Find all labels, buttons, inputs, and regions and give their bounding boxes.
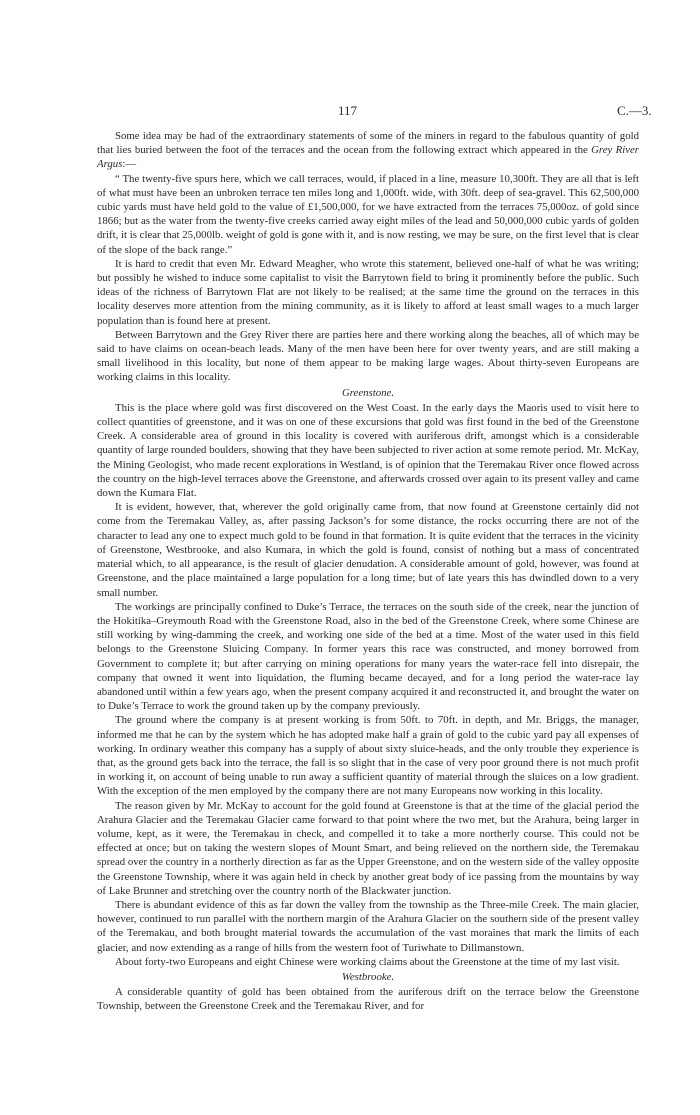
- quoted-extract: “ The twenty-five spurs here, which we call terraces, would, if placed in a line, measure 10,300ft. They are all that is left of what must have been an unbroken terrace ten miles long and 1,000ft. wide, with 30ft. deep of sea-gravel. This 62,500,000 cubic yards must have held gold to the value of £1,500,000, for we have extracted from the terraces 75,000oz. of gold since 1866; but as the water from the twenty-five creeks carried away eight miles of the lead and 50,000,000 cubic yards of golden drift, it is clear that 25,000lb. weight of gold is gone with it, and is now resting, we may be sure, on the first level that is clear of the slope of the back range.”: [97, 172, 639, 256]
- paragraph: A considerable quantity of gold has been obtained from the auriferous drift on the terrace below the Greenstone Township, between the Greenstone Creek and the Teremakau River, and for: [97, 986, 639, 1013]
- paragraph: There is abundant evidence of this as far down the valley from the township as the Three-mile Creek. The main glacier, however, continued to run parallel with the northern margin of the Arahura Glacier on the southern side of the present valley of the Teremakau, and both brought material towards the accumulation of the vast moraines that mark the limits of each glacier, and now extending as a range of hills from the western foot of Turiwhate to Dillmanstown.: [97, 898, 639, 954]
- body-text: [97, 129, 639, 1014]
- newspaper-title: Grey River Argus: [97, 144, 640, 171]
- document-reference: C.—3.: [617, 103, 652, 118]
- paragraph: The workings are principally confined to Duke’s Terrace, the terraces on the south side of the creek, near the junction of the Hokitika–Greymouth Road with the Greenstone Road, also in the bed of the Greenstone Creek, where some Chinese are still working by wing-damming the creek, and working one side of the bed at a time. Most of the water used in this field belongs to the Greenstone Sluicing Company. In former years this race was constructed, and money borrowed from Government to complete it; but after carrying on mining operations for many years the water-race fell into disrepair, the company that owned it went into liquidation, the fluming became decayed, and for a long period the water-race lay abandoned until within a few years ago, when the present company acquired it and reconstructed it, and brought the water on to Duke’s Terrace to work the ground taken up by the company previously.: [97, 600, 639, 713]
- intro-paragraph: Some idea may be had of the extraordinary statements of some of the miners in regard to the fabulous quantity of gold that lies buried between the foot of the terraces and the ocean from the following extract which appeared in the Grey River Argus:—: [97, 130, 640, 171]
- paragraph: Between Barrytown and the Grey River there are parties here and there working along the beaches, all of which may be said to have claims on ocean-beach leads. Many of the men have been here for over twenty years, and are still making a small livelihood in this locality, but none of them appear to be making large wages. About thirty-seven Europeans are working claims in this locality.: [97, 328, 639, 384]
- paragraph: The ground where the company is at present working is from 50ft. to 70ft. in depth, and Mr. Briggs, the manager, informed me that he can by the system which he has adopted make half a grain of gold to the cubic yard pay all expenses of working. In ordinary weather this company has a supply of about sixty sluice-heads, and the only trouble they experience is that, as the ground gets back into the terrace, the fall is so slight that in the case of very poor ground there is not much profit in working it, on account of being unable to run away a sufficient quantity of material through the sluices on a low gradient. With the exception of the men employed by the company there are not many Europeans now working in this locality.: [97, 714, 639, 798]
- paragraph: It is evident, however, that, wherever the gold originally came from, that now found at Greenstone certainly did not come from the Teremakau Valley, as, after passing Jackson’s for some distance, the rocks occurring there are not of the character to lead any one to expect much gold to be found in that formation. It is quite evident that the terraces in the vicinity of Greenstone, Westbrooke, and also Kumara, in which the gold is found, consist of nothing but a mass of concentrated material which, to all appearance, is the result of glacier denudation. A considerable amount of gold, however, was found at Greenstone, and the place maintained a large population for a long time; but of late years this has dwindled down to a very small number.: [97, 501, 639, 599]
- paragraph: This is the place where gold was first discovered on the West Coast. In the early days the Maoris used to visit here to collect quantities of greenstone, and it was on one of these excursions that gold was first found in the bed of the Greenstone Creek. A considerable area of ground in this locality is covered with auriferous drift, amongst which is a considerable quantity of large rounded boulders, showing that they have been subjected to river action at some remote period. Mr. McKay, the Mining Geologist, who made recent explorations in Westland, is of opinion that the Teremakau River once flowed across the country on the high-level terraces above the Greenstone, and afterwards crossed over again to its present valley and came down the Kumara Flat.: [97, 401, 639, 500]
- section-heading-westbrooke: Westbrooke.: [341, 970, 395, 983]
- section-heading-greenstone: Greenstone.: [341, 386, 395, 399]
- paragraph: About forty-two Europeans and eight Chinese were working claims about the Greenstone at the time of my last visit.: [115, 955, 620, 968]
- paragraph: The reason given by Mr. McKay to account for the gold found at Greenstone is that at the time of the glacial period the Arahura Glacier and the Teremakau Glacier came forward to that point where the two met, but the Arahura, being larger in volume, kept, as it were, the Teremakau in check, and compelled it to take a more northerly course. This could not be effected at once; but on taking the western slopes of Mount Smart, and being relieved on the northern side, the Teremakau spread over the country in a northerly direction as far as the Upper Greenstone, and on the western side of the valley opposite the Greenstone Township, where it was again held in check by another great body of ice passing from the mountains by way of Lake Brunner and stretching over the country north of the Blackwater junction.: [97, 799, 639, 897]
- paragraph: It is hard to credit that even Mr. Edward Meagher, who wrote this statement, believed one-half of what he was writing; but possibly he wished to induce some capitalist to visit the Barrytown field to bring it prominently before the public. Such ideas of the richness of Barrytown Flat are not likely to be realised; at the same time the ground on the terraces in this locality deserves more attention from the mining community, as it is likely to afford at least small wages to a much larger population than is found here at present.: [97, 257, 639, 327]
- page-number: 117: [338, 103, 358, 118]
- page-header: [0, 104, 700, 120]
